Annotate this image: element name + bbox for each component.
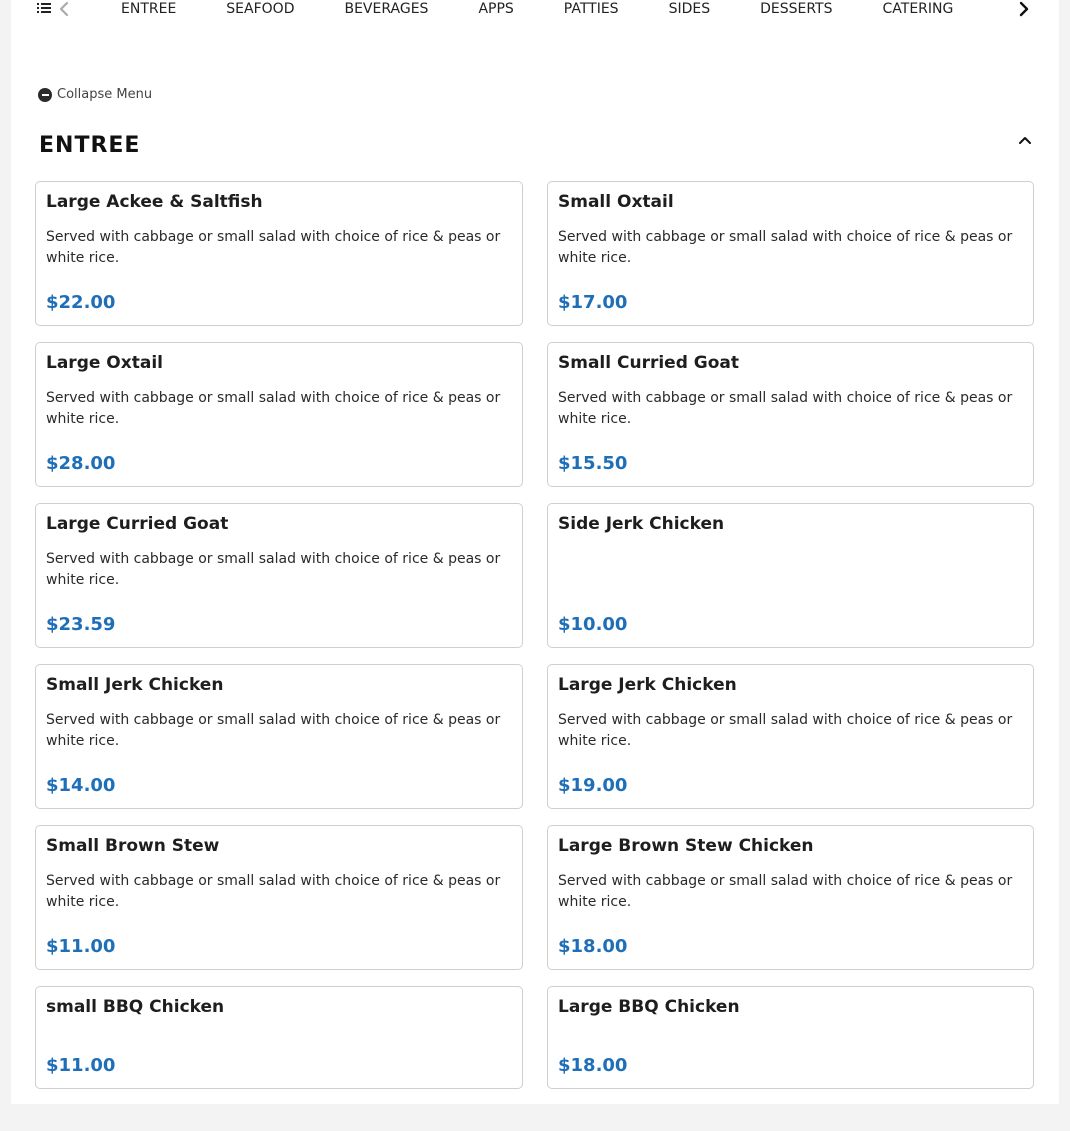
item-price: $28.00 <box>46 453 116 474</box>
item-description: Served with cabbage or small salad with choice of rice & peas or white rice. <box>46 390 501 427</box>
item-name: Large Jerk Chicken <box>558 675 737 695</box>
list-icon[interactable] <box>37 1 51 15</box>
menu-item-card[interactable] <box>547 986 1034 1089</box>
item-description: Served with cabbage or small salad with choice of rice & peas or white rice. <box>46 873 501 910</box>
item-price: $10.00 <box>558 614 628 635</box>
item-name: Small Oxtail <box>558 192 674 212</box>
item-name: Large Oxtail <box>46 353 163 373</box>
item-name: Large Curried Goat <box>46 514 229 534</box>
menu-item-card[interactable] <box>35 825 523 970</box>
item-name: Large Brown Stew Chicken <box>558 836 814 856</box>
tab-apps[interactable]: APPS <box>478 1 514 17</box>
item-price: $15.50 <box>558 453 628 474</box>
item-price: $22.00 <box>46 292 116 313</box>
item-description: Served with cabbage or small salad with choice of rice & peas or white rice. <box>558 712 1013 749</box>
item-price: $18.00 <box>558 1055 628 1076</box>
item-name: Large BBQ Chicken <box>558 997 740 1017</box>
item-name: small BBQ Chicken <box>46 997 225 1017</box>
tab-patties[interactable]: PATTIES <box>563 1 619 17</box>
item-price: $18.00 <box>558 936 628 957</box>
tab-beverages[interactable]: BEVERAGES <box>344 1 429 17</box>
item-description: Served with cabbage or small salad with choice of rice & peas or white rice. <box>558 229 1013 266</box>
item-name: Large Ackee & Saltfish <box>46 192 263 212</box>
menu-item-card[interactable] <box>35 342 523 487</box>
menu-items-grid <box>35 181 1034 1131</box>
item-price: $19.00 <box>558 775 628 796</box>
item-name: Small Brown Stew <box>46 836 220 856</box>
chevron-up-icon[interactable] <box>1017 133 1033 147</box>
category-nav <box>11 0 1059 20</box>
tab-sides[interactable]: SIDES <box>668 1 711 17</box>
item-price: $17.00 <box>558 292 628 313</box>
menu-item-card[interactable] <box>547 181 1034 326</box>
tab-entree[interactable]: ENTREE <box>121 1 177 17</box>
item-description: Served with cabbage or small salad with choice of rice & peas or white rice. <box>46 229 501 266</box>
menu-item-card[interactable] <box>35 503 523 648</box>
menu-item-card[interactable] <box>547 342 1034 487</box>
menu-page <box>11 0 1059 1104</box>
tab-catering[interactable]: CATERING <box>882 1 954 17</box>
tab-desserts[interactable]: DESSERTS <box>760 1 833 17</box>
menu-item-card[interactable] <box>35 664 523 809</box>
item-name: Side Jerk Chicken <box>558 514 725 534</box>
chevron-left-icon[interactable] <box>58 0 70 18</box>
collapse-menu-button[interactable] <box>38 87 152 102</box>
collapse-menu-label: Collapse Menu <box>57 87 153 102</box>
item-price: $11.00 <box>46 936 116 957</box>
menu-item-card[interactable] <box>547 503 1034 648</box>
item-price: $11.00 <box>46 1055 116 1076</box>
category-tabs <box>121 0 1003 20</box>
item-description: Served with cabbage or small salad with choice of rice & peas or white rice. <box>46 712 501 749</box>
menu-item-card[interactable] <box>547 664 1034 809</box>
section-title: ENTREE <box>39 133 141 158</box>
item-description: Served with cabbage or small salad with choice of rice & peas or white rice. <box>558 873 1013 910</box>
item-description: Served with cabbage or small salad with choice of rice & peas or white rice. <box>558 390 1013 427</box>
item-price: $14.00 <box>46 775 116 796</box>
menu-item-card[interactable] <box>547 825 1034 970</box>
tab-seafood[interactable]: SEAFOOD <box>226 1 295 17</box>
item-name: Small Jerk Chicken <box>46 675 224 695</box>
menu-item-card[interactable] <box>35 986 523 1089</box>
chevron-right-icon[interactable] <box>1017 0 1031 18</box>
menu-item-card[interactable] <box>35 181 523 326</box>
item-price: $23.59 <box>46 614 116 635</box>
minus-circle-icon <box>38 88 52 102</box>
item-name: Small Curried Goat <box>558 353 740 373</box>
item-description: Served with cabbage or small salad with choice of rice & peas or white rice. <box>46 551 501 588</box>
